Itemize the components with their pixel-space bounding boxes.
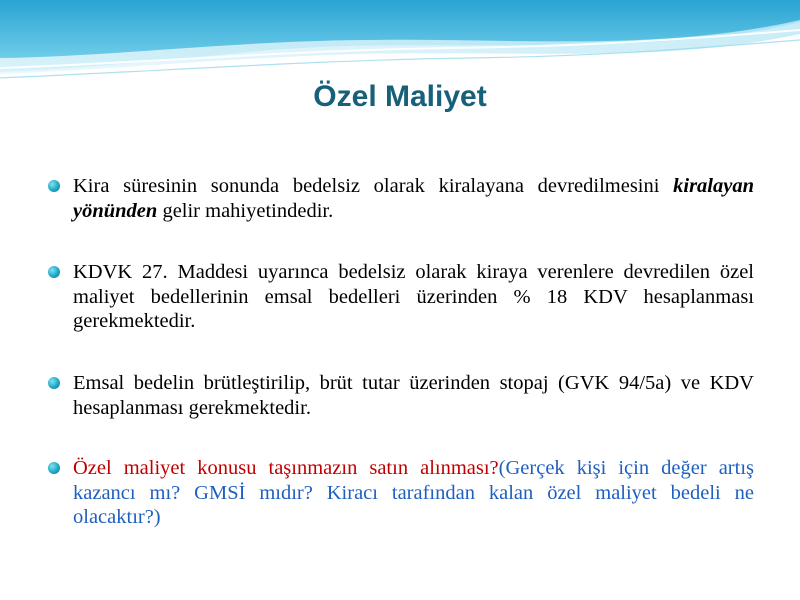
bullet-icon <box>48 266 60 278</box>
bullet-icon <box>48 180 60 192</box>
bullet-item-4 <box>48 456 754 530</box>
bullet-icon <box>48 377 60 389</box>
bullet-text-question: Özel maliyet konusu taşınmazın satın alınması? <box>73 457 499 479</box>
bullet-text-end: gelir mahiyetindedir. <box>157 199 334 222</box>
bullet-text: Emsal bedelin brütleştirilip, brüt tutar üzerinden stopaj (GVK 94/5a) ve KDV hesaplanması gerekmektedir. <box>73 372 754 419</box>
bullet-text-emphasis: kiralayan yönünden <box>73 175 754 222</box>
bullet-text <box>73 174 754 223</box>
bullet-item-1 <box>48 174 754 223</box>
bullet-icon <box>48 462 60 474</box>
bullet-item-2 <box>48 260 754 334</box>
header-wave-decoration <box>0 0 800 90</box>
bullet-text <box>73 456 754 530</box>
slide-title: Özel Maliyet <box>313 80 487 113</box>
bullet-item-3 <box>48 371 754 420</box>
bullet-text-start: Kira süresinin sonunda bedelsiz olarak kiralayana devredilmesini <box>73 175 674 197</box>
bullet-text-note: (Gerçek kişi için değer artış kazancı mı? GMSİ mıdır? Kiracı tarafından kalan özel maliyet bedeli ne olacaktır?) <box>73 457 754 528</box>
bullet-text: KDVK 27. Maddesi uyarınca bedelsiz olarak kiraya verenlere devredilen özel maliyet bedellerinin emsal bedelleri üzerinden % 18 KDV hesaplanması gerekmektedir. <box>73 261 754 332</box>
